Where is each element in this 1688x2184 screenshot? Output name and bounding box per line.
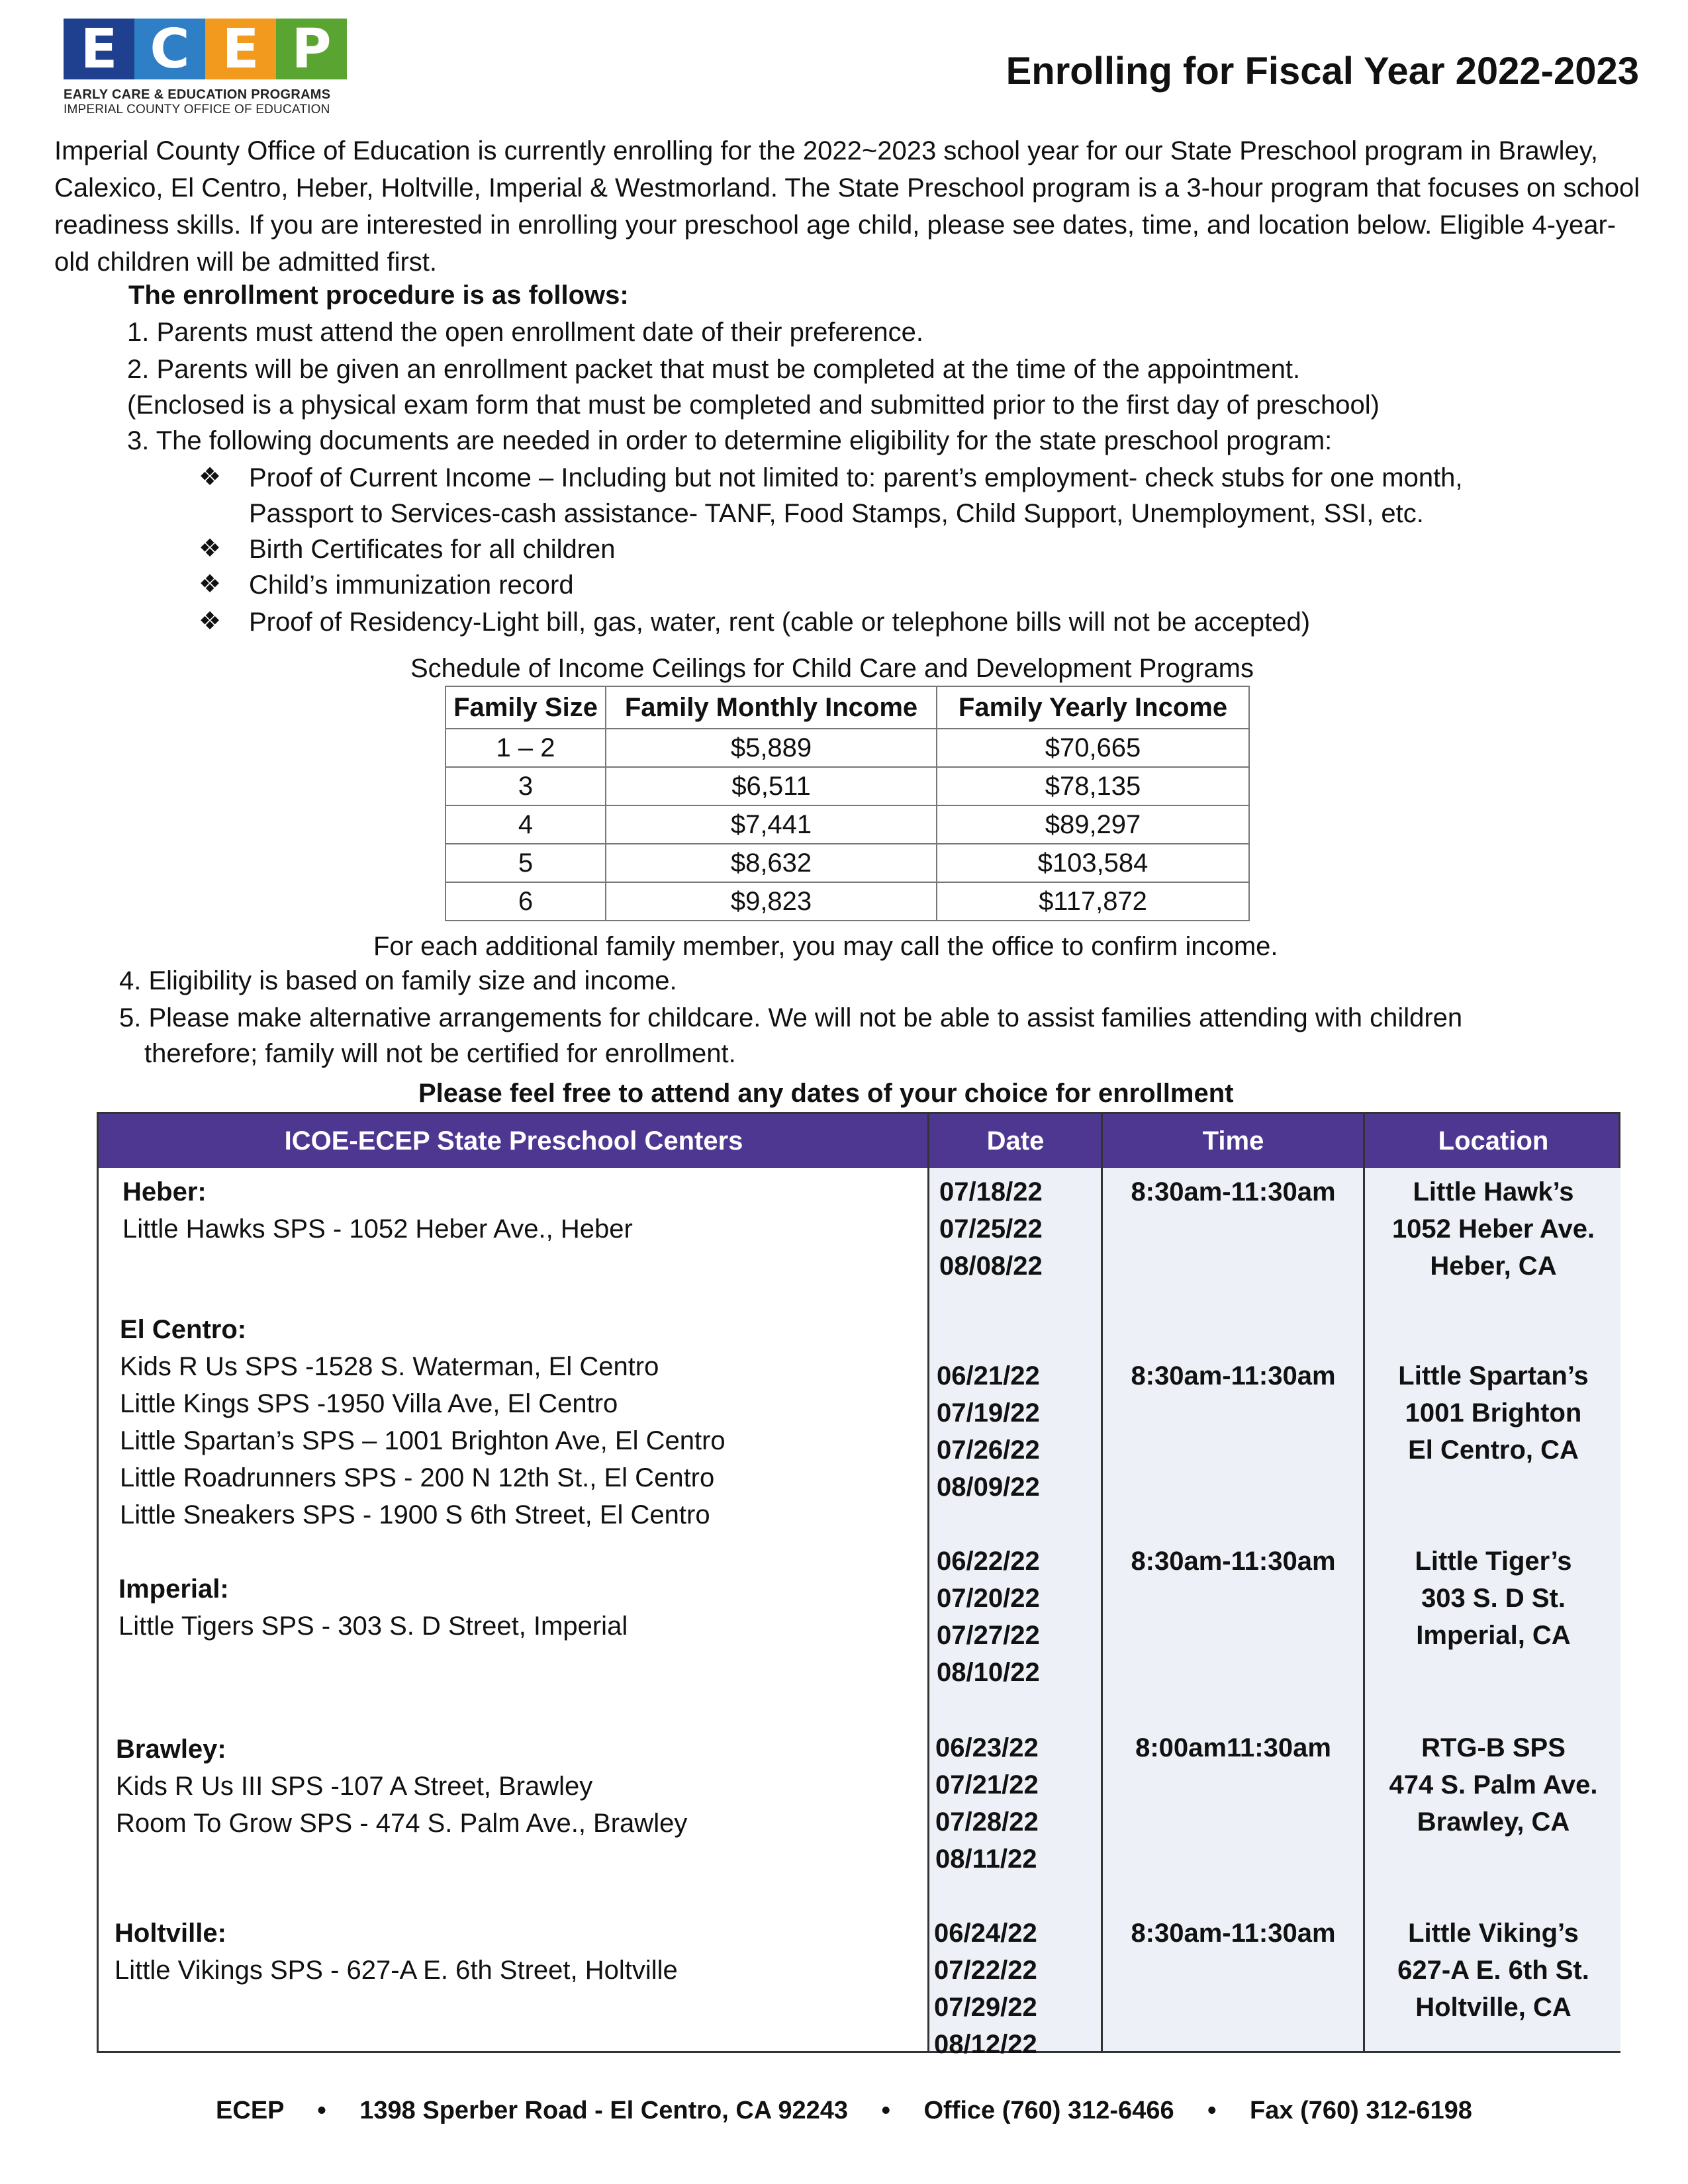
enrollment-date: 06/23/22 xyxy=(935,1733,1039,1762)
column-header-family-size: Family Size xyxy=(445,686,606,729)
enrollment-time: 8:00am11:30am xyxy=(1135,1733,1331,1762)
procedure-step-2-note: (Enclosed is a physical exam form that must be completed and submitted prior to the first day of preschool) xyxy=(127,390,1380,420)
monthly-income-cell: $6,511 xyxy=(606,767,937,805)
bullet-proof-income: Proof of Current Income – Including but not limited to: parent’s employment- check stubs for one month, xyxy=(249,463,1463,492)
location-city: Brawley, CA xyxy=(1417,1807,1570,1837)
family-size-cell: 6 xyxy=(445,882,606,921)
procedure-step-5: 5. Please make alternative arrangements for childcare. We will not be able to assist families attending with children xyxy=(119,1003,1463,1032)
enrollment-date: 08/11/22 xyxy=(935,1844,1037,1874)
enrollment-time: 8:30am-11:30am xyxy=(1131,1177,1336,1206)
center-name: Kids R Us III SPS -107 A Street, Brawley xyxy=(116,1772,593,1801)
enrollment-date: 07/19/22 xyxy=(937,1398,1040,1428)
location-address: 1052 Heber Ave. xyxy=(1391,1214,1595,1244)
enrollment-date: 08/12/22 xyxy=(934,2030,1037,2059)
yearly-income-cell: $117,872 xyxy=(937,882,1249,921)
monthly-income-cell: $7,441 xyxy=(606,805,937,844)
footer-address: 1398 Sperber Road - El Centro, CA 92243 xyxy=(359,2097,849,2124)
procedure-step-1: 1. Parents must attend the open enrollment date of their preference. xyxy=(127,318,923,347)
enrollment-date: 07/25/22 xyxy=(939,1214,1043,1244)
enrollment-date: 07/18/22 xyxy=(939,1177,1043,1206)
footer-separator: • xyxy=(881,2097,890,2124)
procedure-step-4: 4. Eligibility is based on family size and income. xyxy=(119,966,677,995)
bullet-birth-certificates: Birth Certificates for all children xyxy=(249,535,616,564)
family-size-cell: 1 – 2 xyxy=(445,729,606,767)
monthly-income-cell: $9,823 xyxy=(606,882,937,921)
location-city: El Centro, CA xyxy=(1408,1435,1579,1465)
enrollment-date: 07/26/22 xyxy=(937,1435,1040,1465)
footer-contact xyxy=(0,2097,1688,2125)
monthly-income-cell: $5,889 xyxy=(606,729,937,767)
income-table-caption: Schedule of Income Ceilings for Child Care and Development Programs xyxy=(410,654,1254,683)
yearly-income-cell: $103,584 xyxy=(937,844,1249,882)
logo-letter-c: C xyxy=(134,19,205,79)
enrollment-date: 08/10/22 xyxy=(937,1658,1040,1687)
bullet-proof-income-cont: Passport to Services-cash assistance- TANF, Food Stamps, Child Support, Unemployment, SSI, etc. xyxy=(249,499,1424,528)
column-divider xyxy=(1101,1114,1103,2051)
center-name: Little Hawks SPS - 1052 Heber Ave., Heber xyxy=(122,1214,633,1244)
table-row xyxy=(445,805,1249,844)
enrollment-date: 07/21/22 xyxy=(935,1770,1039,1799)
location-name: RTG-B SPS xyxy=(1421,1733,1566,1762)
table-row xyxy=(445,729,1249,767)
enrollment-date: 06/24/22 xyxy=(934,1919,1037,1948)
location-city: Heber, CA xyxy=(1430,1251,1557,1281)
logo-letter-p: P xyxy=(276,19,347,79)
ecep-logo xyxy=(64,19,348,116)
bullet-residency: Proof of Residency-Light bill, gas, water, rent (cable or telephone bills will not be accepted) xyxy=(249,608,1311,637)
column-header-location: Location xyxy=(1438,1126,1549,1156)
city-heading-brawley: Brawley: xyxy=(116,1735,226,1764)
monthly-income-cell: $8,632 xyxy=(606,844,937,882)
family-size-cell: 5 xyxy=(445,844,606,882)
procedure-step-2: 2. Parents will be given an enrollment packet that must be completed at the time of the appointment. xyxy=(127,355,1301,384)
column-divider xyxy=(927,1114,929,2051)
diamond-cluster-icon: ❖ xyxy=(199,535,222,563)
location-address: 627-A E. 6th St. xyxy=(1397,1956,1589,1985)
enrollment-time: 8:30am-11:30am xyxy=(1131,1547,1336,1576)
location-city: Holtville, CA xyxy=(1415,1993,1571,2022)
enrollment-date: 06/21/22 xyxy=(937,1361,1040,1390)
footer-separator: • xyxy=(317,2097,326,2124)
center-name: Little Spartan’s SPS – 1001 Brighton Ave, El Centro xyxy=(120,1426,726,1455)
center-name: Little Tigers SPS - 303 S. D Street, Imperial xyxy=(118,1612,628,1641)
family-size-cell: 4 xyxy=(445,805,606,844)
footer-org: ECEP xyxy=(216,2097,284,2124)
location-city: Imperial, CA xyxy=(1416,1621,1571,1650)
table-row xyxy=(445,844,1249,882)
logo-letters xyxy=(64,19,348,79)
enrollment-date: 07/27/22 xyxy=(937,1621,1040,1650)
diamond-cluster-icon: ❖ xyxy=(199,608,222,635)
city-heading-heber: Heber: xyxy=(122,1177,207,1206)
location-name: Little Spartan’s xyxy=(1398,1361,1589,1390)
attend-heading: Please feel free to attend any dates of your choice for enrollment xyxy=(418,1079,1234,1108)
city-heading-holtville: Holtville: xyxy=(115,1919,226,1948)
location-name: Little Hawk’s xyxy=(1413,1177,1574,1206)
enrollment-date: 07/28/22 xyxy=(935,1807,1039,1837)
location-address: 474 S. Palm Ave. xyxy=(1389,1770,1598,1799)
table-row xyxy=(445,882,1249,921)
enrollment-date: 06/22/22 xyxy=(937,1547,1040,1576)
yearly-income-cell: $78,135 xyxy=(937,767,1249,805)
income-ceilings-table xyxy=(445,686,1250,921)
bullet-immunization: Child’s immunization record xyxy=(249,570,574,600)
logo-letter-e1: E xyxy=(64,19,134,79)
column-header-date: Date xyxy=(986,1126,1045,1156)
center-name: Little Vikings SPS - 627-A E. 6th Street, Holtville xyxy=(115,1956,678,1985)
center-name: Little Roadrunners SPS - 200 N 12th St., El Centro xyxy=(120,1463,715,1492)
centers-schedule-table xyxy=(97,1112,1620,2059)
logo-letter-e2: E xyxy=(205,19,276,79)
center-name: Little Kings SPS -1950 Villa Ave, El Centro xyxy=(120,1389,618,1418)
footer-office-phone: Office (760) 312-6466 xyxy=(923,2097,1174,2124)
enrollment-date: 07/20/22 xyxy=(937,1584,1040,1613)
procedure-heading: The enrollment procedure is as follows: xyxy=(128,281,629,310)
center-name: Kids R Us SPS -1528 S. Waterman, El Centro xyxy=(120,1352,659,1381)
page-title: Enrolling for Fiscal Year 2022-2023 xyxy=(1006,50,1639,93)
footer-fax: Fax (760) 312-6198 xyxy=(1250,2097,1472,2124)
diamond-cluster-icon: ❖ xyxy=(199,463,222,491)
enrollment-date: 07/22/22 xyxy=(934,1956,1037,1985)
family-size-cell: 3 xyxy=(445,767,606,805)
city-heading-el-centro: El Centro: xyxy=(120,1315,247,1344)
income-table-note: For each additional family member, you may call the office to confirm income. xyxy=(373,932,1278,961)
yearly-income-cell: $89,297 xyxy=(937,805,1249,844)
yearly-income-cell: $70,665 xyxy=(937,729,1249,767)
enrollment-time: 8:30am-11:30am xyxy=(1131,1361,1336,1390)
procedure-step-5-cont: therefore; family will not be certified for enrollment. xyxy=(144,1039,736,1068)
diamond-cluster-icon: ❖ xyxy=(199,570,222,598)
enrollment-date: 07/29/22 xyxy=(934,1993,1037,2022)
column-header-centers: ICOE-ECEP State Preschool Centers xyxy=(284,1126,743,1156)
procedure-step-3: 3. The following documents are needed in order to determine eligibility for the state preschool program: xyxy=(127,426,1333,455)
location-address: 1001 Brighton xyxy=(1405,1398,1582,1428)
column-header-monthly-income: Family Monthly Income xyxy=(606,686,937,729)
enrollment-date: 08/08/22 xyxy=(939,1251,1043,1281)
center-name: Room To Grow SPS - 474 S. Palm Ave., Brawley xyxy=(116,1809,688,1838)
location-name: Little Tiger’s xyxy=(1415,1547,1572,1576)
logo-subtitle-programs: EARLY CARE & EDUCATION PROGRAMS xyxy=(64,87,331,102)
location-address: 303 S. D St. xyxy=(1421,1584,1566,1613)
column-header-time: Time xyxy=(1202,1126,1264,1156)
enrollment-date: 08/09/22 xyxy=(937,1473,1040,1502)
intro-paragraph: Imperial County Office of Education is currently enrolling for the 2022~2023 school year for our State Preschool program in Brawley, Calexico, El Centro, Heber, Holtville, Imperial & Westmorland. The State Preschool program is a 3-hour program that focuses on school readiness skills. If you are interested in enrolling your preschool age child, please see dates, time, and location below. Eligible 4-year-old children will be admitted first. xyxy=(54,136,1640,277)
table-header-row xyxy=(445,686,1249,729)
enrollment-time: 8:30am-11:30am xyxy=(1131,1919,1336,1948)
city-heading-imperial: Imperial: xyxy=(118,1574,229,1604)
center-name: Little Sneakers SPS - 1900 S 6th Street, El Centro xyxy=(120,1500,710,1529)
logo-subtitle-office: IMPERIAL COUNTY OFFICE OF EDUCATION xyxy=(64,103,330,116)
location-name: Little Viking’s xyxy=(1408,1919,1579,1948)
footer-separator: • xyxy=(1207,2097,1217,2124)
column-header-yearly-income: Family Yearly Income xyxy=(937,686,1249,729)
table-row xyxy=(445,767,1249,805)
